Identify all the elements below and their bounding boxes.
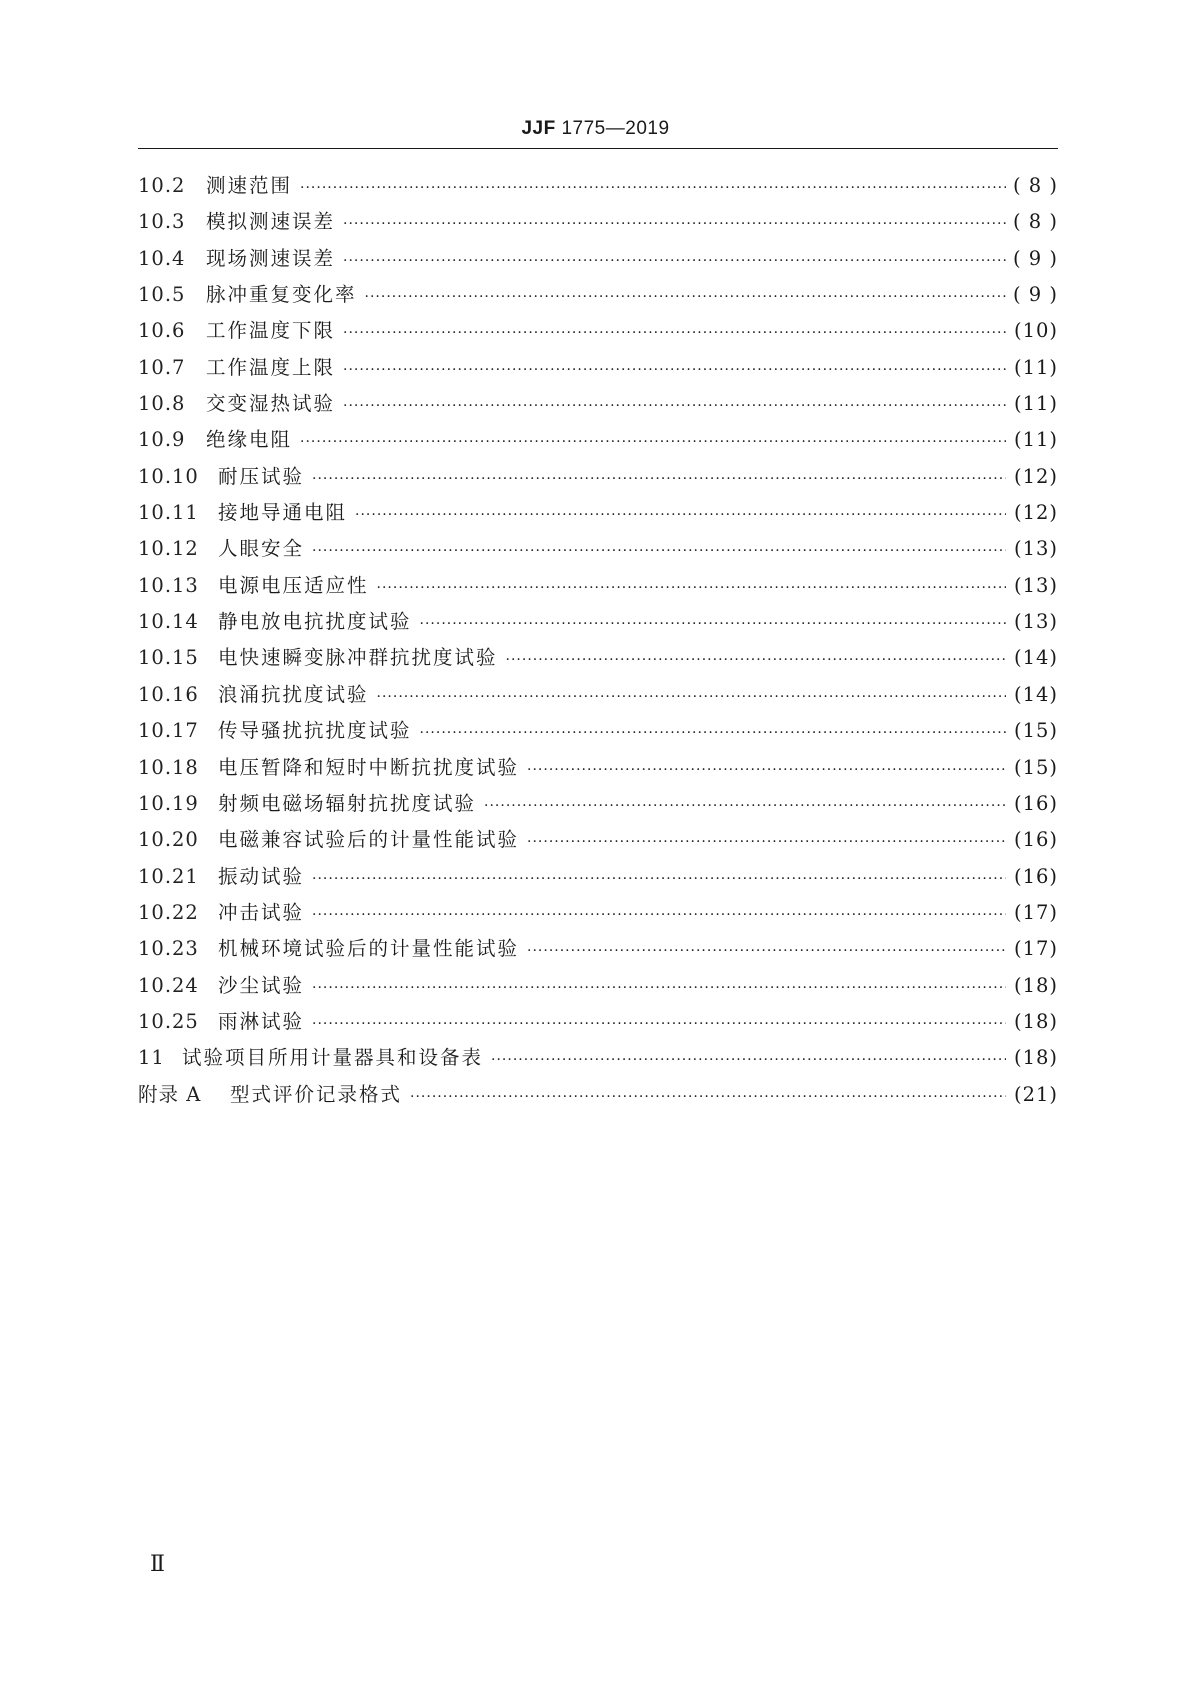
toc-entry-page: (13) [1013, 610, 1058, 634]
toc-leader-dots [527, 943, 1006, 959]
toc-entry-number: 10.9 [138, 428, 186, 452]
toc-entry-number: 10.13 [138, 573, 199, 597]
toc-entry[interactable] [138, 497, 1058, 533]
toc-entry-title: 工作温度上限 [206, 355, 336, 379]
toc-entry[interactable] [138, 279, 1058, 315]
toc-entry-page: (13) [1013, 573, 1058, 597]
toc-entry[interactable] [138, 715, 1058, 751]
page-number: Ⅱ [150, 1552, 165, 1577]
toc-leader-dots [355, 507, 1006, 523]
toc-entry-number: 附录 A [138, 1082, 202, 1106]
toc-entry-title: 脉冲重复变化率 [206, 283, 357, 307]
toc-entry[interactable] [138, 206, 1058, 242]
toc-entry[interactable] [138, 570, 1058, 606]
toc-entry-number: 10.4 [138, 246, 186, 270]
toc-entry-page: (10) [1013, 319, 1058, 343]
toc-entry-page: (13) [1013, 537, 1058, 561]
toc-entry-number: 11 [138, 1046, 165, 1070]
toc-entry-title: 机械环境试验后的计量性能试验 [218, 937, 520, 961]
toc-entry-number: 10.12 [138, 537, 199, 561]
toc-leader-dots [410, 1089, 1006, 1105]
toc-entry-number: 10.16 [138, 682, 199, 706]
toc-entry-title: 绝缘电阻 [206, 428, 293, 452]
toc-entry[interactable] [138, 752, 1058, 788]
toc-entry-title: 电源电压适应性 [218, 573, 369, 597]
toc-entry-title: 电快速瞬变脉冲群抗扰度试验 [218, 646, 498, 670]
toc-entry-page: (12) [1013, 464, 1058, 488]
toc-leader-dots [491, 1052, 1006, 1068]
toc-entry[interactable] [138, 352, 1058, 388]
toc-entry[interactable] [138, 897, 1058, 933]
toc-entry[interactable] [138, 424, 1058, 460]
toc-entry-number: 10.10 [138, 464, 199, 488]
toc-entry[interactable] [138, 679, 1058, 715]
toc-entry-page: (12) [1013, 501, 1058, 525]
toc-entry-title: 电磁兼容试验后的计量性能试验 [218, 828, 520, 852]
toc-entry-number: 10.8 [138, 392, 186, 416]
toc-entry-number: 10.17 [138, 719, 199, 743]
toc-entry-number: 10.5 [138, 283, 186, 307]
toc-entry[interactable] [138, 824, 1058, 860]
toc-entry-page: (21) [1013, 1082, 1058, 1106]
toc-entry-page: (15) [1013, 755, 1058, 779]
toc-entry-page: ( 8 ) [1012, 174, 1058, 197]
toc-entry-number: 10.23 [138, 937, 199, 961]
toc-entry-number: 10.21 [138, 864, 199, 888]
toc-leader-dots [312, 907, 1006, 923]
toc-entry[interactable] [138, 788, 1058, 824]
toc-entry[interactable] [138, 933, 1058, 969]
toc-entry[interactable] [138, 606, 1058, 642]
toc-entry-title: 耐压试验 [218, 464, 305, 488]
toc-entry-number: 10.19 [138, 791, 199, 815]
standard-number: 1775—2019 [561, 118, 670, 139]
toc-leader-dots [300, 434, 1006, 450]
table-of-contents [138, 170, 1058, 1115]
toc-entry[interactable] [138, 642, 1058, 678]
toc-entry-page: (18) [1013, 1046, 1058, 1070]
toc-leader-dots [343, 362, 1006, 378]
toc-entry-title: 测速范围 [206, 174, 293, 197]
toc-entry[interactable] [138, 533, 1058, 569]
toc-entry-title: 冲击试验 [218, 900, 305, 924]
toc-entry[interactable] [138, 461, 1058, 497]
toc-entry-page: (15) [1013, 719, 1058, 743]
toc-entry-title: 射频电磁场辐射抗扰度试验 [218, 791, 477, 815]
toc-entry-number: 10.7 [138, 355, 186, 379]
toc-entry-title: 工作温度下限 [206, 319, 336, 343]
toc-entry-page: (16) [1013, 828, 1058, 852]
toc-entry[interactable] [138, 1079, 1058, 1115]
toc-leader-dots [300, 180, 1006, 196]
toc-leader-dots [527, 762, 1006, 778]
toc-entry[interactable] [138, 315, 1058, 351]
toc-leader-dots [377, 580, 1006, 596]
toc-entry-page: (11) [1013, 428, 1058, 452]
toc-entry-number: 10.6 [138, 319, 186, 343]
toc-entry-number: 10.14 [138, 610, 199, 634]
toc-leader-dots [312, 871, 1006, 887]
toc-entry-title: 振动试验 [218, 864, 305, 888]
toc-entry-page: (18) [1013, 973, 1058, 997]
toc-entry-page: (17) [1013, 900, 1058, 924]
toc-leader-dots [312, 543, 1006, 559]
toc-entry-title: 型式评价记录格式 [230, 1082, 403, 1106]
toc-entry-title: 沙尘试验 [218, 973, 305, 997]
toc-entry-number: 10.11 [138, 501, 199, 525]
toc-entry-number: 10.15 [138, 646, 199, 670]
toc-entry-title: 模拟测速误差 [206, 210, 336, 234]
toc-entry-page: (11) [1013, 392, 1058, 416]
toc-entry-page: (16) [1013, 791, 1058, 815]
toc-leader-dots [506, 652, 1006, 668]
toc-leader-dots [420, 616, 1006, 632]
toc-entry[interactable] [138, 970, 1058, 1006]
toc-leader-dots [343, 216, 1006, 232]
toc-entry[interactable] [138, 861, 1058, 897]
header-divider [138, 148, 1058, 149]
toc-entry-number: 10.20 [138, 828, 199, 852]
toc-entry-title: 交变湿热试验 [206, 392, 336, 416]
toc-leader-dots [484, 798, 1006, 814]
toc-entry[interactable] [138, 388, 1058, 424]
toc-leader-dots [312, 1016, 1006, 1032]
toc-entry-number: 10.2 [138, 174, 186, 197]
toc-entry-title: 电压暂降和短时中断抗扰度试验 [218, 755, 520, 779]
toc-entry-page: (14) [1013, 682, 1058, 706]
toc-entry[interactable] [138, 170, 1058, 206]
toc-leader-dots [312, 980, 1006, 996]
toc-entry-title: 接地导通电阻 [218, 501, 348, 525]
toc-entry-page: ( 9 ) [1012, 283, 1058, 307]
toc-entry[interactable] [138, 1042, 1058, 1078]
toc-entry-number: 10.3 [138, 210, 186, 234]
toc-leader-dots [527, 834, 1006, 850]
toc-entry-page: (16) [1013, 864, 1058, 888]
toc-entry-number: 10.22 [138, 900, 199, 924]
toc-entry-title: 现场测速误差 [206, 246, 336, 270]
toc-entry-title: 传导骚扰抗扰度试验 [218, 719, 412, 743]
toc-entry-title: 人眼安全 [218, 537, 305, 561]
toc-leader-dots [365, 289, 1006, 305]
toc-leader-dots [343, 325, 1006, 341]
toc-leader-dots [377, 689, 1006, 705]
toc-entry-title: 雨淋试验 [218, 1009, 305, 1033]
toc-leader-dots [343, 398, 1006, 414]
toc-entry-number: 10.25 [138, 1009, 199, 1033]
toc-entry-title: 浪涌抗扰度试验 [218, 682, 369, 706]
toc-entry-page: ( 9 ) [1012, 246, 1058, 270]
toc-leader-dots [343, 253, 1006, 269]
document-header [0, 118, 1191, 140]
toc-entry-title: 静电放电抗扰度试验 [218, 610, 412, 634]
toc-entry-number: 10.24 [138, 973, 199, 997]
toc-leader-dots [420, 725, 1006, 741]
toc-entry-page: (17) [1013, 937, 1058, 961]
standard-code: JJF [521, 118, 556, 139]
toc-entry[interactable] [138, 1006, 1058, 1042]
toc-entry-title: 试验项目所用计量器具和设备表 [182, 1046, 484, 1070]
toc-entry[interactable] [138, 243, 1058, 279]
toc-entry-number: 10.18 [138, 755, 199, 779]
toc-entry-page: (18) [1013, 1009, 1058, 1033]
toc-entry-page: ( 8 ) [1012, 210, 1058, 234]
toc-entry-page: (11) [1013, 355, 1058, 379]
toc-entry-page: (14) [1013, 646, 1058, 670]
toc-leader-dots [312, 471, 1006, 487]
